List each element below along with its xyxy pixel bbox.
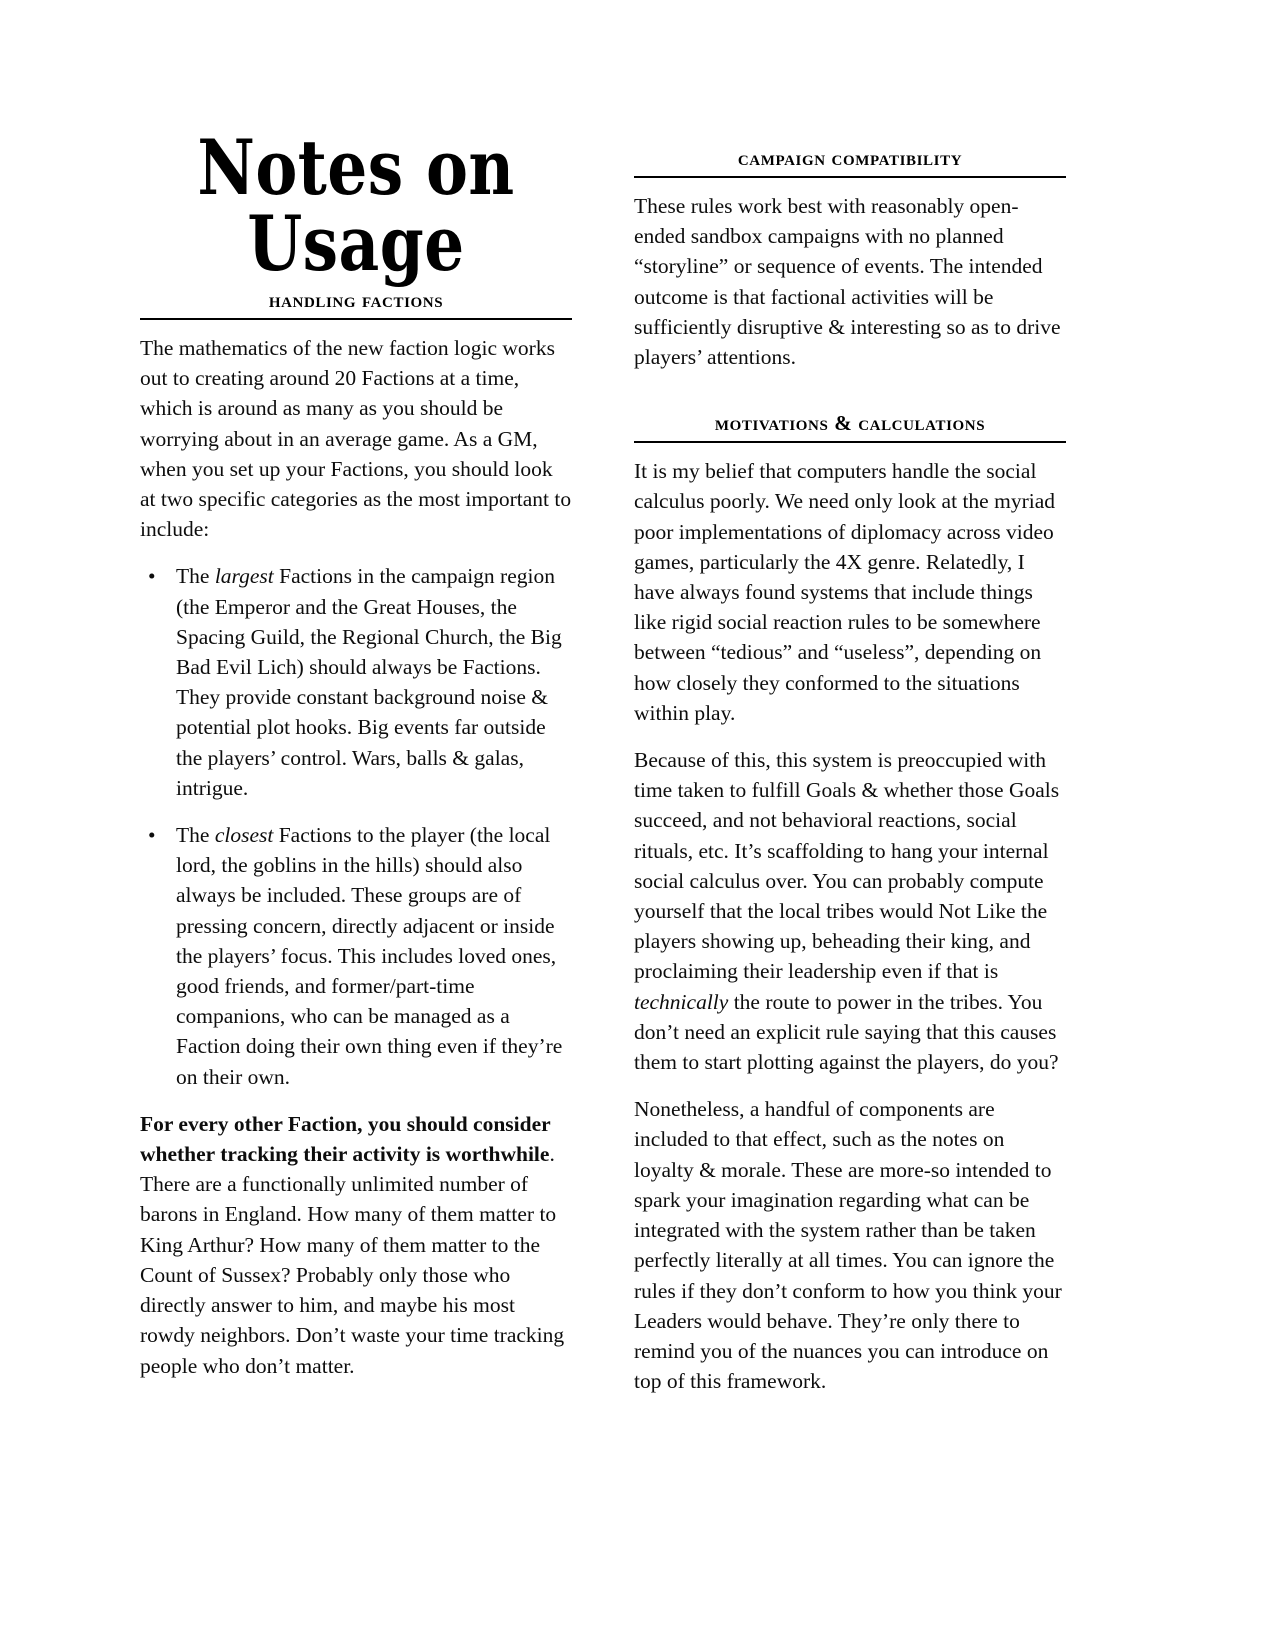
section-heading-motivations-calculations: motivations & calculations — [714, 411, 986, 436]
bullet-emphasis-text: largest — [214, 564, 274, 589]
paragraph-two-before-emphasis: Because of this, this system is preoccupied with time taken to fulfill Goals & whether those Goals succeed, and not behavioral reactions, social rituals, etc. It’s scaffolding to hang your internal social calculus over. You can probably compute yourself that the local tribes would Not Like the players showing up, beheading their king, and proclaiming their leadership even if that is — [634, 748, 1060, 984]
list-item — [140, 820, 572, 1092]
page-title — [157, 123, 554, 288]
bullet-body-text: Factions in the campaign region (the Emperor and the Great Houses, the Spacing Guild, the Regional Church, the Big Bad Evil Lich) should always be Factions. They provide constant background noise & potential plot hooks. Big events far outside the players’ control. Wars, balls & galas, intrigue. — [176, 564, 562, 800]
left-column — [140, 123, 572, 1396]
section-spacer — [634, 389, 1066, 411]
list-item — [140, 561, 572, 803]
factions-bullet-list — [140, 561, 572, 1091]
heading-rule — [140, 318, 572, 320]
two-column-layout — [140, 123, 1080, 1396]
handling-factions-heading-block — [140, 288, 572, 320]
right-column — [634, 130, 1066, 1396]
bullet-body-text: Factions to the player (the local lord, the goblins in the hills) should also always be included. These groups are of pressing concern, directly adjacent or inside the players’ focus. This includes loved ones, good friends, and former/part-time companions, who can be managed as a Faction doing their own thing even if they’re on their own. — [176, 823, 563, 1089]
paragraph-two-emphasis: technically — [634, 989, 729, 1014]
motivations-paragraph-two — [634, 745, 1066, 1077]
campaign-compatibility-heading-block — [634, 146, 1066, 178]
closing-paragraph-body: . There are a functionally unlimited number of barons in England. How many of them matter to King Arthur? How many of them matter to the Count of Sussex? Probably only those who directly answer to him, and maybe his most rowdy neighbors. Don’t waste your time tracking people who don’t matter. — [140, 1142, 565, 1378]
motivations-paragraph-three: Nonetheless, a handful of components are included to that effect, such as the notes on loyalty & morale. These are more-so intended to spark your imagination regarding what can be integrated with the system rather than be taken perfectly literally at all times. You can ignore the rules if they don’t conform to how you think your Leaders would behave. They’re only there to remind you of the nuances you can introduce on top of this framework. — [634, 1097, 1062, 1394]
closing-paragraph-bold-lead: For every other Faction, you should consider whether tracking their activity is worthwhile — [140, 1111, 551, 1167]
section-heading-campaign-compatibility: campaign compatibility — [737, 146, 963, 170]
heading-rule — [634, 176, 1066, 178]
intro-paragraph: The mathematics of the new faction logic works out to creating around 20 Factions at a time, which is around as many as you should be worrying about in an average game. As a GM, when you set up your Factions, you should look at two specific categories as the most important to include: — [140, 336, 572, 542]
motivations-calculations-heading-block — [634, 411, 1066, 443]
campaign-compatibility-paragraph: These rules work best with reasonably open-ended sandbox campaigns with no planned “storyline” or sequence of events. The intended outcome is that factional activities will be sufficiently disruptive & interesting so as to drive players’ attentions. — [634, 194, 1061, 370]
paragraph-two-after-emphasis: the route to power in the tribes. You don’t need an explicit rule saying that this causes them to start plotting against the players, do you? — [634, 989, 1059, 1075]
page-title-text: Notes on Usage — [197, 123, 515, 288]
bullet-icon: • — [148, 823, 156, 848]
heading-rule — [634, 441, 1066, 443]
section-heading-handling-factions: handling factions — [268, 288, 444, 312]
bullet-emphasis-text: closest — [214, 823, 274, 848]
bullet-lead-text: The — [176, 823, 215, 848]
bullet-lead-text: The — [176, 564, 215, 589]
closing-paragraph — [140, 1109, 572, 1381]
bullet-icon: • — [148, 564, 156, 589]
motivations-paragraph-one: It is my belief that computers handle the social calculus poorly. We need only look at the myriad poor implementations of diplomacy across video games, particularly the 4X genre. Relatedly, I have always found systems that include things like rigid social reaction rules to be somewhere between “tedious” and “useless”, depending on how closely they conformed to the situations within play. — [634, 459, 1055, 725]
